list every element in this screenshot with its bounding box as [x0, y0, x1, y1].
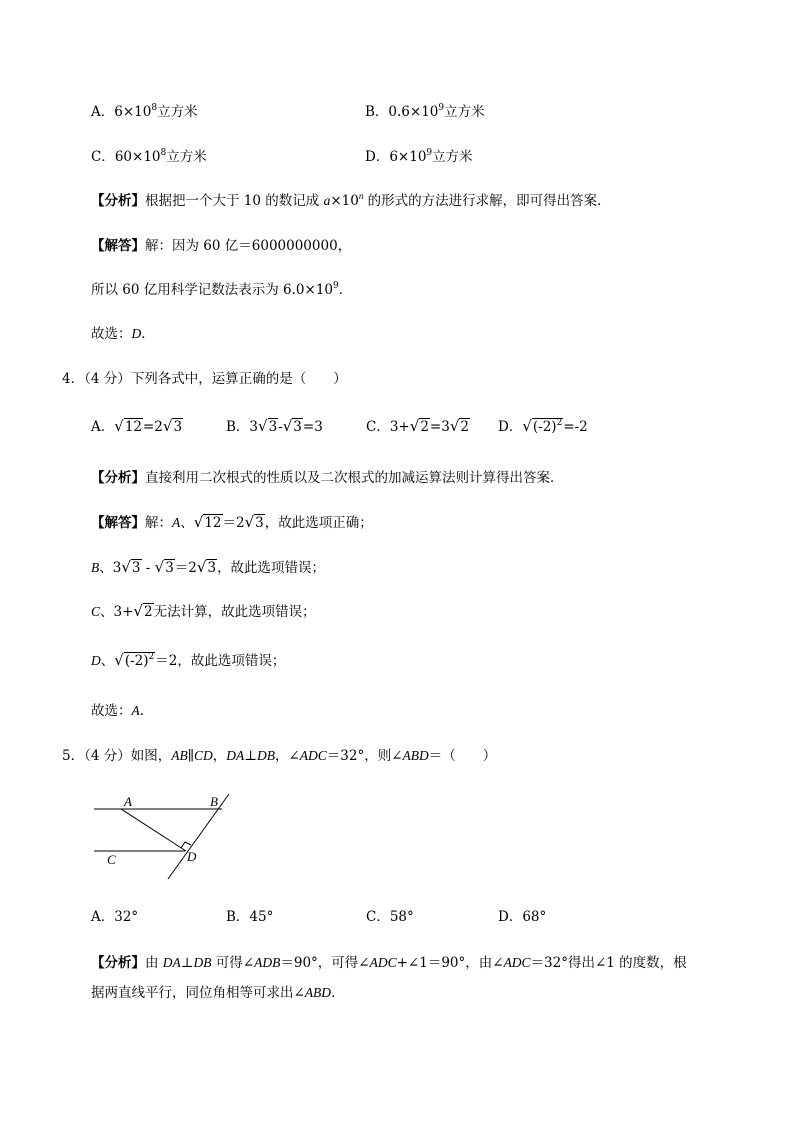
q3-choice: 故选：D．	[91, 326, 155, 342]
right-angle-mark	[181, 842, 191, 848]
q4-option-d: D．$√(-2)^2=-2$	[498, 417, 588, 435]
q5-stem: 5．（4 分）如图，AB∥CD，DA⊥DB，∠ADC＝32°，则∠ABD＝（ ）	[62, 748, 497, 764]
q5-analysis: 【分析】由 DA⊥DB 可得∠ADB＝90°，可得∠ADC+∠1＝90°，由∠ADC＝32°得出∠1 的度数，根	[91, 955, 687, 971]
q4-option-b: B．3√3-√3=3	[226, 417, 323, 435]
q3-answer: 【解答】解：因为 60 亿＝6000000000，	[91, 238, 352, 254]
q4-option-c: C．3+√2=3√2	[366, 417, 469, 435]
q4-analysis: 【分析】直接利用二次根式的性质以及二次根式的加减运算法则计算得出答案．	[91, 470, 564, 486]
q4-stem: 4．（4 分）下列各式中，运算正确的是（ ）	[62, 371, 347, 387]
label-d: D	[187, 849, 197, 864]
q4-answer-b: B、3√3 - √3＝2√3，故此选项错误；	[91, 558, 326, 576]
q5-analysis-line2: 据两直线平行，同位角相等可求出∠ABD．	[91, 985, 345, 1001]
q4-choice: 故选：A．	[91, 703, 154, 719]
q5-option-a: A．32°	[91, 909, 139, 925]
analysis-tag: 【分析】	[91, 193, 145, 209]
q5-geometry-figure	[88, 790, 238, 886]
label-b: B	[210, 794, 218, 809]
line-ad	[121, 809, 186, 851]
answer-tag: 【解答】	[91, 238, 145, 254]
q3-option-d: D．$6\times 10^9$立方米	[365, 148, 473, 165]
q4-answer-a: 【解答】解：A、√12＝2√3，故此选项正确；	[91, 513, 373, 531]
q3-option-a: A．$6\times 10^8$立方米	[91, 103, 198, 120]
q4-option-a: A．√12=2√3	[91, 417, 183, 435]
q4-answer-d: D、$√(-2)^2=2$，故此选项错误；	[91, 651, 286, 669]
q3-option-b: B．$0.6\times 10^9$立方米	[365, 103, 485, 120]
q3-analysis: 【分析】根据把一个大于 10 的数记成 $a\times 10^n$ 的形式的方法进行求解，即可得出答案．	[91, 191, 611, 209]
q5-option-b: B．45°	[226, 909, 274, 925]
q5-option-c: C．58°	[366, 909, 414, 925]
q4-answer-c: C、3+√2无法计算，故此选项错误；	[91, 602, 316, 620]
q3-option-c: C．$60\times 10^8$立方米	[91, 148, 207, 165]
q5-option-d: D．68°	[498, 909, 547, 925]
q3-answer-line2: 所以 60 亿用科学记数法表示为 $6.0\times 10^9$．	[91, 281, 353, 298]
label-a: A	[124, 794, 132, 809]
line-bd	[168, 794, 229, 879]
label-c: C	[107, 852, 116, 867]
